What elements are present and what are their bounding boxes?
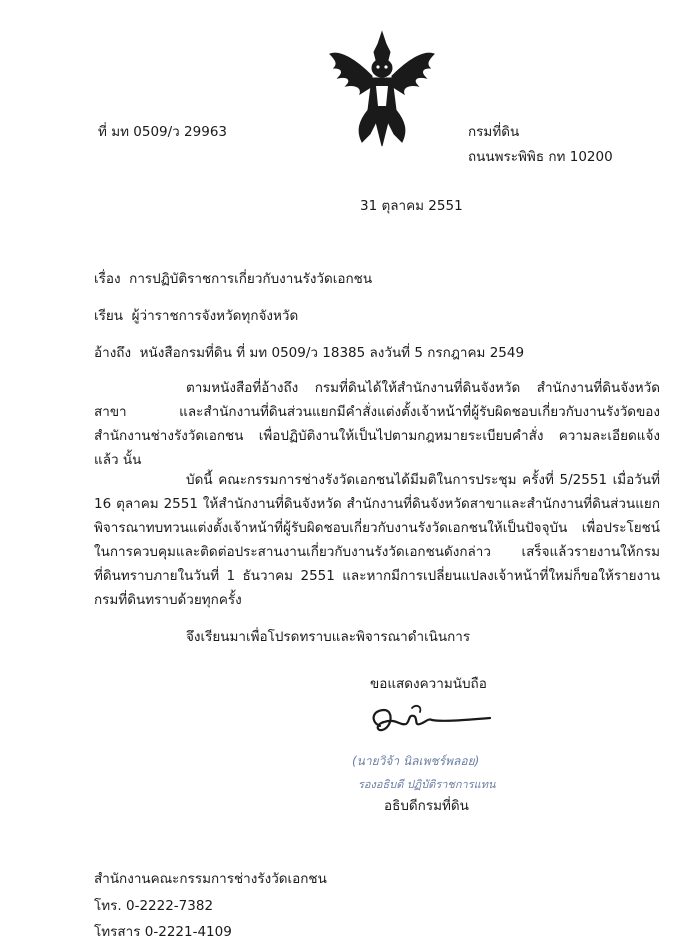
recipient-text: ผู้ว่าราชการจังหวัดทุกจังหวัด xyxy=(131,308,299,324)
recipient-label: เรียน xyxy=(94,308,124,324)
signer-name: (นายวิจ้า นิลเพชร์พลอย) xyxy=(352,754,480,768)
signer-position: อธิบดีกรมที่ดิน xyxy=(384,798,469,814)
reference-line xyxy=(94,341,524,363)
regards-text: ขอแสดงความนับถือ xyxy=(370,676,487,692)
footer-fax: โทรสาร 0-2221-4109 xyxy=(94,924,232,940)
recipient-line xyxy=(94,304,298,326)
body-paragraph-2: บัดนี้ คณะกรรมการช่างรังวัดเอกชนได้มีมติในการประชุม ครั้งที่ 5/2551 เมื่อวันที่ 16 ตุลาคม 2551 ให้สำนักงานที่ดินจังหวัด สำนักงานที่ดินจังหวัดสาขาและสำนักงานที่ดินส่วนแยก พิจารณาทบทวนแต่งตั้งเจ้าหน้าที่ผู้รับผิดชอบเกี่ยวกับงานรังวัดเอกชนให้เป็นปัจจุบัน เพื่อประโยชน์ในการควบคุมและติดต่อประสานงานเกี่ยวกับงานรังวัดเอกชนดังกล่าว เสร็จแล้วรายงานให้กรมที่ดินทราบภายในวันที่ 1 ธันวาคม 2551 และหากมีการเปลี่ยนแปลงเจ้าหน้าที่ใหม่ก็ขอให้รายงานกรมที่ดินทราบด้วยทุกครั้ง xyxy=(94,472,660,608)
footer-phone: โทร. 0-2222-7382 xyxy=(94,898,214,914)
garuda-emblem-icon xyxy=(326,30,438,148)
handwritten-signature-icon xyxy=(366,700,496,740)
subject-text: การปฏิบัติราชการเกี่ยวกับงานรังวัดเอกชน xyxy=(129,271,373,287)
footer-office: สำนักงานคณะกรรมการช่างรังวัดเอกชน xyxy=(94,871,327,887)
acting-title: รองอธิบดี ปฏิบัติราชการแทน xyxy=(358,778,496,791)
reference-text: หนังสือกรมที่ดิน ที่ มท 0509/ว 18385 ลงวันที่ 5 กรกฎาคม 2549 xyxy=(139,345,525,361)
body-paragraph-1: ตามหนังสือที่อ้างถึง กรมที่ดินได้ให้สำนักงานที่ดินจังหวัด สำนักงานที่ดินจังหวัดสาขา และสำนักงานที่ดินส่วนแยกมีคำสั่งแต่งตั้งเจ้าหน้าที่ผู้รับผิดชอบเกี่ยวกับงานรังวัดของสำนักงานช่างรังวัดเอกชน เพื่อปฏิบัติงานให้เป็นไปตามกฎหมายระเบียบคำสั่ง ความละเอียดแจ้งแล้ว นั้น xyxy=(94,380,660,468)
reference-number: ที่ มท 0509/ว 29963 xyxy=(98,124,228,140)
closing-request: จึงเรียนมาเพื่อโปรดทราบและพิจารณาดำเนินการ xyxy=(186,629,471,645)
organization-address: ถนนพระพิพิธ กท 10200 xyxy=(468,149,613,165)
subject-label: เรื่อง xyxy=(94,271,121,287)
reference-label: อ้างถึง xyxy=(94,345,132,361)
subject-line xyxy=(94,267,372,289)
organization-name: กรมที่ดิน xyxy=(468,124,520,140)
letter-date: 31 ตุลาคม 2551 xyxy=(360,198,463,214)
